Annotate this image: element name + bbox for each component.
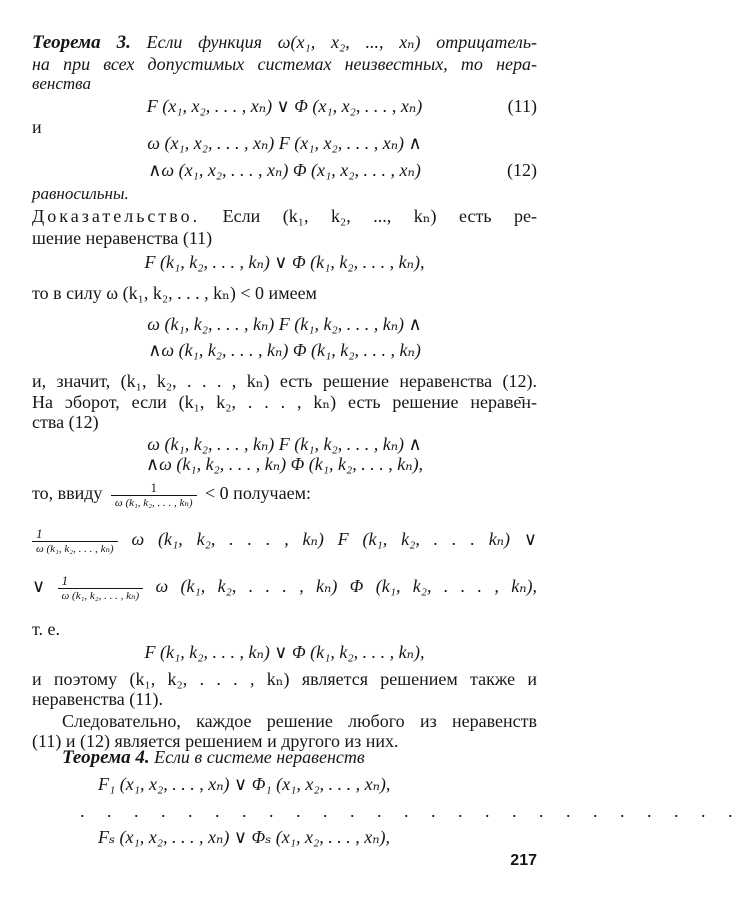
given-fraction [111,480,197,510]
f4-denominator-2: ω (k₁, k₂, . . . , kₙ) [58,588,144,603]
system-first-inequality: F₁ (x₁, x₂, . . . , xₙ) ∨ Φ₁ (x₁, x₂, . . . , xₙ), [98,774,391,794]
inequality-11-number: (11) [507,96,537,116]
inequality-11 [0,95,569,117]
proof-label: Доказательство. [32,206,201,226]
ie-label: т. е. [32,619,61,639]
given-line [32,478,311,510]
formula-f4-line-1 [32,523,537,556]
given-numerator: 1 [150,479,157,495]
f4-rest-2: ω (k₁, k₂, . . . , kₙ) Φ (k₁, k₂, . . . , kₙ), [155,576,538,596]
page-number: 217 [510,852,537,869]
inequality-12-line-1: ω (x₁, x₂, . . . , xₙ) F (x₁, x₂, . . . , xₙ) ∧ [147,133,422,153]
proof-text-1: Если (k₁, k₂, ..., kₙ) есть ре- [222,206,538,226]
formula-f2-line-1: ω (k₁, k₂, . . . , kₙ) F (k₁, k₂, . . . , kₙ) ∧ [147,314,422,334]
f4-numerator-1: 1 [36,525,43,541]
inequality-11-formula: F (x₁, x₂, . . . , xₙ) ∨ Φ (x₁, x₂, . . . , xₙ) [146,96,423,116]
theorem-3-line-1 [32,31,537,54]
paragraph-3-line-1: и поэтому (k₁, k₂, . . . , kₙ) является решением также и [32,669,537,689]
paragraph-2-line-1: и, значит, (k₁, k₂, . . . , kₙ) есть решение неравенства (12). [32,371,537,391]
paragraph-2-line-3: ства (12) [32,412,99,432]
f4-rest-1: ω (k₁, k₂, . . . , kₙ) F (k₁, k₂, . . . kₙ) ∨ [131,529,537,549]
theorem-3-line-2: на при всех допустимых системах неизвестных, то нера- [32,54,537,74]
f4-denominator-1: ω (k₁, k₂, . . . , kₙ) [32,541,118,556]
theorem-4-line [62,746,365,769]
f4-numerator-2: 1 [61,572,69,588]
formula-f1: F (k₁, k₂, . . . , kₙ) ∨ Φ (k₁, k₂, . . . , kₙ), [144,252,425,272]
formula-f3-line-2: ∧ω (k₁, k₂, . . . , kₙ) Φ (k₁, k₂, . . . , kₙ), [145,454,424,474]
inequality-12-number: (12) [507,160,537,180]
paragraph-4-line-2: (11) и (12) является решением и другого из них. [32,731,399,751]
theorem-3-title: Теорема 3. [32,32,131,53]
formula-f2-line-2: ∧ω (k₁, k₂, . . . , kₙ) Φ (k₁, k₂, . . . , kₙ) [148,340,421,360]
inequality-12-line-2: ∧ω (x₁, x₂, . . . , xₙ) Φ (x₁, x₂, . . . , xₙ) [148,160,421,180]
paragraph-3-line-2: неравенства (11). [32,689,164,709]
f4-or-prefix: ∨ [32,576,46,596]
formula-f5: F (k₁, k₂, . . . , kₙ) ∨ Φ (k₁, k₂, . . . , kₙ), [144,642,425,662]
formula-f3-line-1: ω (k₁, k₂, . . . , kₙ) F (k₁, k₂, . . . , kₙ) ∧ [147,434,422,454]
equivalent-label: равносильны. [32,184,129,203]
theorem-3-text-1: Если функция ω(x₁, x₂, ..., xₙ) отрицатель- [146,32,538,52]
proof-line-2: шение неравенства (11) [32,228,213,248]
given-suffix: < 0 получаем: [205,483,311,503]
paragraph-4-line-1: Следовательно, каждое решение любого из неравенств [62,711,537,731]
conjunction-and: и [32,117,42,137]
theorem-4-text: Если в системе неравенств [154,747,365,767]
proof-line-1 [32,205,537,227]
theorem-3-line-3: венства [32,74,91,93]
paragraph-2-line-2: На ɔборот, если (k₁, k₂, . . . , kₙ) есть решение нераве̄н- [32,392,537,412]
formula-f4-line-2 [32,570,537,603]
f4-fraction-2 [58,573,144,603]
given-prefix: то, ввиду [32,483,103,503]
f4-fraction-1 [32,526,118,556]
theorem-4-title: Теорема 4. [62,747,150,768]
given-denominator: ω (k₁, k₂, . . . , kₙ) [111,495,197,510]
by-virtue-line: то в силу ω (k₁, k₂, . . . , kₙ) < 0 имеем [32,283,317,303]
system-ellipsis: . . . . . . . . . . . . . . . . . . . . . . . . . [80,801,742,821]
system-last-inequality: Fₛ (x₁, x₂, . . . , xₙ) ∨ Φₛ (x₁, x₂, . . . , xₙ), [98,827,391,847]
